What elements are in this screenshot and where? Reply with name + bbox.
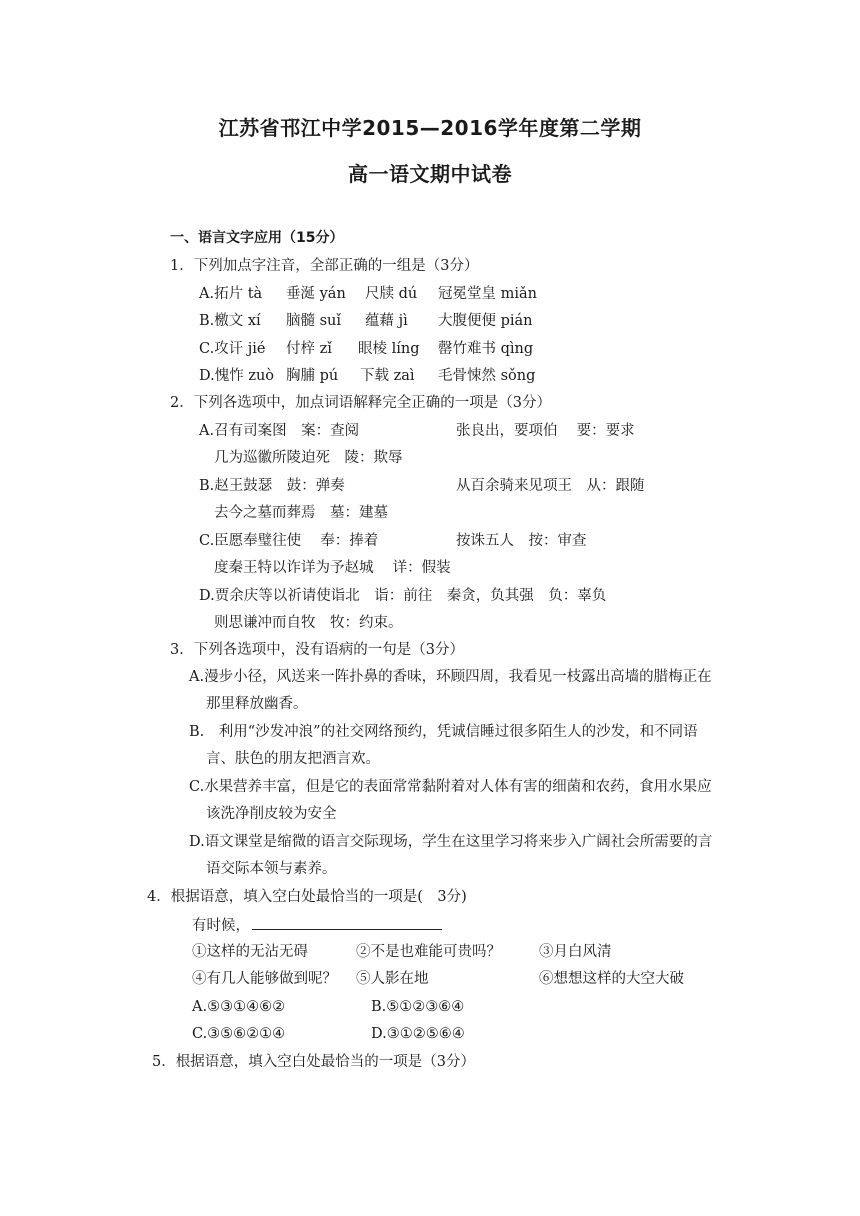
q2-option-c-part3: 度秦王特以诈详为予赵城 详：假装 xyxy=(214,560,451,576)
question-3-stem: 3．下列各选项中，没有语病的一句是（3分） xyxy=(170,642,464,658)
q1-option-c-1: C.攻讦 jié xyxy=(199,341,266,357)
section-heading: 一、语言文字应用（15分） xyxy=(170,230,344,246)
q4-choice-a: A.⑤③①④⑥② xyxy=(192,999,286,1015)
q2-option-b-part3: 去今之墓而葬焉 墓：建墓 xyxy=(214,505,388,521)
q1-option-c-4: 罄竹难书 qìng xyxy=(438,341,534,357)
q1-option-d-1: D.愧怍 zuò xyxy=(199,368,275,384)
q1-option-b-1: B.檄文 xí xyxy=(199,313,261,329)
q3-option-a-line2: 那里释放幽香。 xyxy=(206,696,308,712)
q2-option-d-part1: D.贾余庆等以祈请使诣北 诣：前往 秦贪，负其强 负：辜负 xyxy=(199,588,607,604)
q3-option-b-line2: 言、肤色的朋友把酒言欢。 xyxy=(206,751,380,767)
q1-option-c-2: 付梓 zǐ xyxy=(286,341,332,357)
q4-choice-d: D.③①②⑤⑥④ xyxy=(371,1026,465,1042)
q4-item-1: ①这样的无沾无碍 xyxy=(192,944,308,960)
q2-option-a-part3: 几为巡徽所陵迫死 陵：欺辱 xyxy=(214,450,403,466)
question-5-stem: 5．根据语意，填入空白处最恰当的一项是（3分） xyxy=(152,1054,475,1070)
q1-option-c-3: 眼棱 líng xyxy=(358,341,420,357)
q1-option-b-4: 大腹便便 pián xyxy=(438,313,533,329)
q1-option-a-4: 冠冕堂皇 miǎn xyxy=(438,286,537,302)
q2-option-d-part3: 则思谦冲而自牧 牧：约束。 xyxy=(214,615,403,631)
question-1-stem: 1．下列加点字注音，全部正确的一组是（3分） xyxy=(170,258,479,274)
q4-lead-text: 有时候， xyxy=(192,918,250,934)
q1-option-b-3: 蕴藉 jì xyxy=(365,313,408,329)
q4-item-5: ⑤人影在地 xyxy=(356,971,429,987)
exam-title-school: 江苏省邗江中学2015—2016学年度第二学期 xyxy=(218,116,642,140)
q3-option-a-line1: A.漫步小径，风送来一阵扑鼻的香味，环顾四周，我看见一枝露出高墙的腊梅正在 xyxy=(189,669,712,685)
q2-option-a-part1: A.召有司案图 案：查阅 xyxy=(199,423,360,439)
q4-choice-b: B.⑤①②③⑥④ xyxy=(371,999,465,1015)
q1-option-d-3: 下载 zaì xyxy=(360,368,415,384)
q4-item-4: ④有几人能够做到呢？ xyxy=(192,971,337,987)
question-2-stem: 2．下列各选项中，加点词语解释完全正确的一项是（3分） xyxy=(170,395,551,411)
q2-option-b-part1: B.赵王鼓瑟 鼓：弹奏 xyxy=(199,478,345,494)
q1-option-a-1: A.拓片 tà xyxy=(199,286,263,302)
q3-option-b-line1: B. 利用“沙发冲浪”的社交网络预约，凭诚信睡过很多陌生人的沙发，和不同语 xyxy=(189,724,698,740)
q3-option-d-line1: D.语文课堂是缩微的语言交际现场，学生在这里学习将来步入广阔社会所需要的言 xyxy=(189,834,713,850)
q4-item-2: ②不是也难能可贵吗？ xyxy=(356,944,501,960)
question-4-stem: 4．根据语意，填入空白处最恰当的一项是( 3分) xyxy=(147,889,467,905)
q4-choice-c: C.③⑤⑥②①④ xyxy=(192,1026,286,1042)
q4-lead-line xyxy=(192,914,442,936)
q4-item-6: ⑥想想这样的大空大破 xyxy=(539,971,684,987)
exam-title-subject: 高一语文期中试卷 xyxy=(348,162,512,186)
q1-option-d-2: 胸脯 pú xyxy=(286,368,339,384)
q4-answer-blank xyxy=(252,914,442,930)
q3-option-d-line2: 语交际本领与素养。 xyxy=(206,861,337,877)
q2-option-a-part2: 张良出，要项伯 要：要求 xyxy=(456,423,635,439)
q3-option-c-line1: C.水果营养丰富，但是它的表面常常黏附着对人体有害的细菌和农药，食用水果应 xyxy=(189,779,712,795)
q1-option-a-2: 垂涎 yán xyxy=(286,286,346,302)
q2-option-b-part2: 从百余骑来见项王 从：跟随 xyxy=(456,478,645,494)
q1-option-d-4: 毛骨悚然 sǒng xyxy=(438,368,536,384)
q3-option-c-line2: 该洗净削皮较为安全 xyxy=(206,806,337,822)
q2-option-c-part1: C.臣愿奉璧往使 奉：捧着 xyxy=(199,533,379,549)
q2-option-c-part2: 按诛五人 按：审查 xyxy=(456,533,587,549)
q1-option-a-3: 尺牍 dú xyxy=(365,286,418,302)
q4-item-3: ③月白风清 xyxy=(539,944,612,960)
q1-option-b-2: 脑髓 suǐ xyxy=(286,313,342,329)
